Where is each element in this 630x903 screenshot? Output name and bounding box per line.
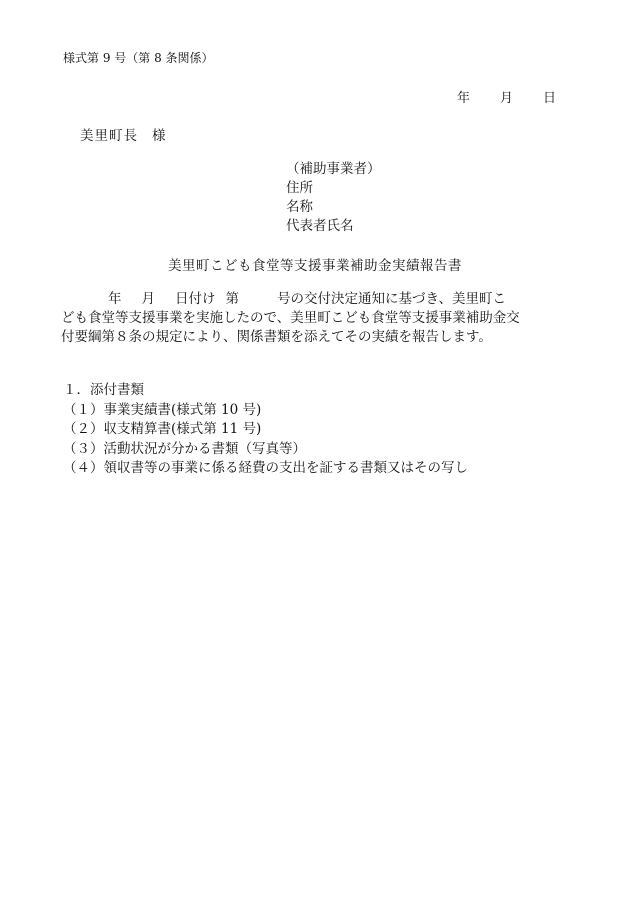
body-line-1-rest: 号の交付決定通知に基づき、美里町こ (277, 291, 506, 307)
applicant-representative-label: 代表者氏名 (286, 218, 354, 234)
date-day: 日 (542, 91, 556, 106)
body-day: 日付け (175, 291, 216, 307)
date-year: 年 (456, 91, 470, 106)
body-year: 年 (108, 291, 122, 307)
attachments-heading: １．添付書類 (63, 382, 144, 398)
body-paragraph (61, 290, 569, 347)
applicant-address-label: 住所 (286, 180, 313, 196)
body-line-1 (61, 290, 569, 309)
body-month: 月 (141, 291, 155, 307)
body-line-2: ども食堂等支援事業を実施したので、美里町こども食堂等支援事業補助金交 (61, 310, 520, 326)
applicant-block (286, 160, 381, 236)
addressee-name: 美里町長 (80, 128, 138, 144)
attachment-item: （３）活動状況が分かる書類（写真等） (63, 440, 306, 457)
attachment-item: （１）事業実績書(様式第 10 号) (63, 401, 262, 418)
addressee-honorific: 様 (152, 128, 167, 144)
attachment-item: （２）収支精算書(様式第 11 号) (63, 421, 262, 437)
addressee (80, 124, 167, 144)
attachment-item: （４）領収書等の事業に係る経費の支出を証する書類又はその写し (63, 460, 468, 476)
date-line (457, 87, 556, 106)
body-no-prefix: 第 (225, 291, 239, 307)
document-title: 美里町こども食堂等支援事業補助金実績報告書 (168, 258, 462, 274)
attachments-section (63, 381, 468, 479)
date-month: 月 (499, 91, 513, 106)
applicant-heading: （補助事業者） (286, 161, 381, 177)
form-number: 様式第 9 号（第 8 条関係） (63, 51, 214, 65)
applicant-name-label: 名称 (286, 199, 313, 215)
body-line-3: 付要綱第８条の規定により、関係書類を添えてその実績を報告します。 (61, 329, 492, 345)
